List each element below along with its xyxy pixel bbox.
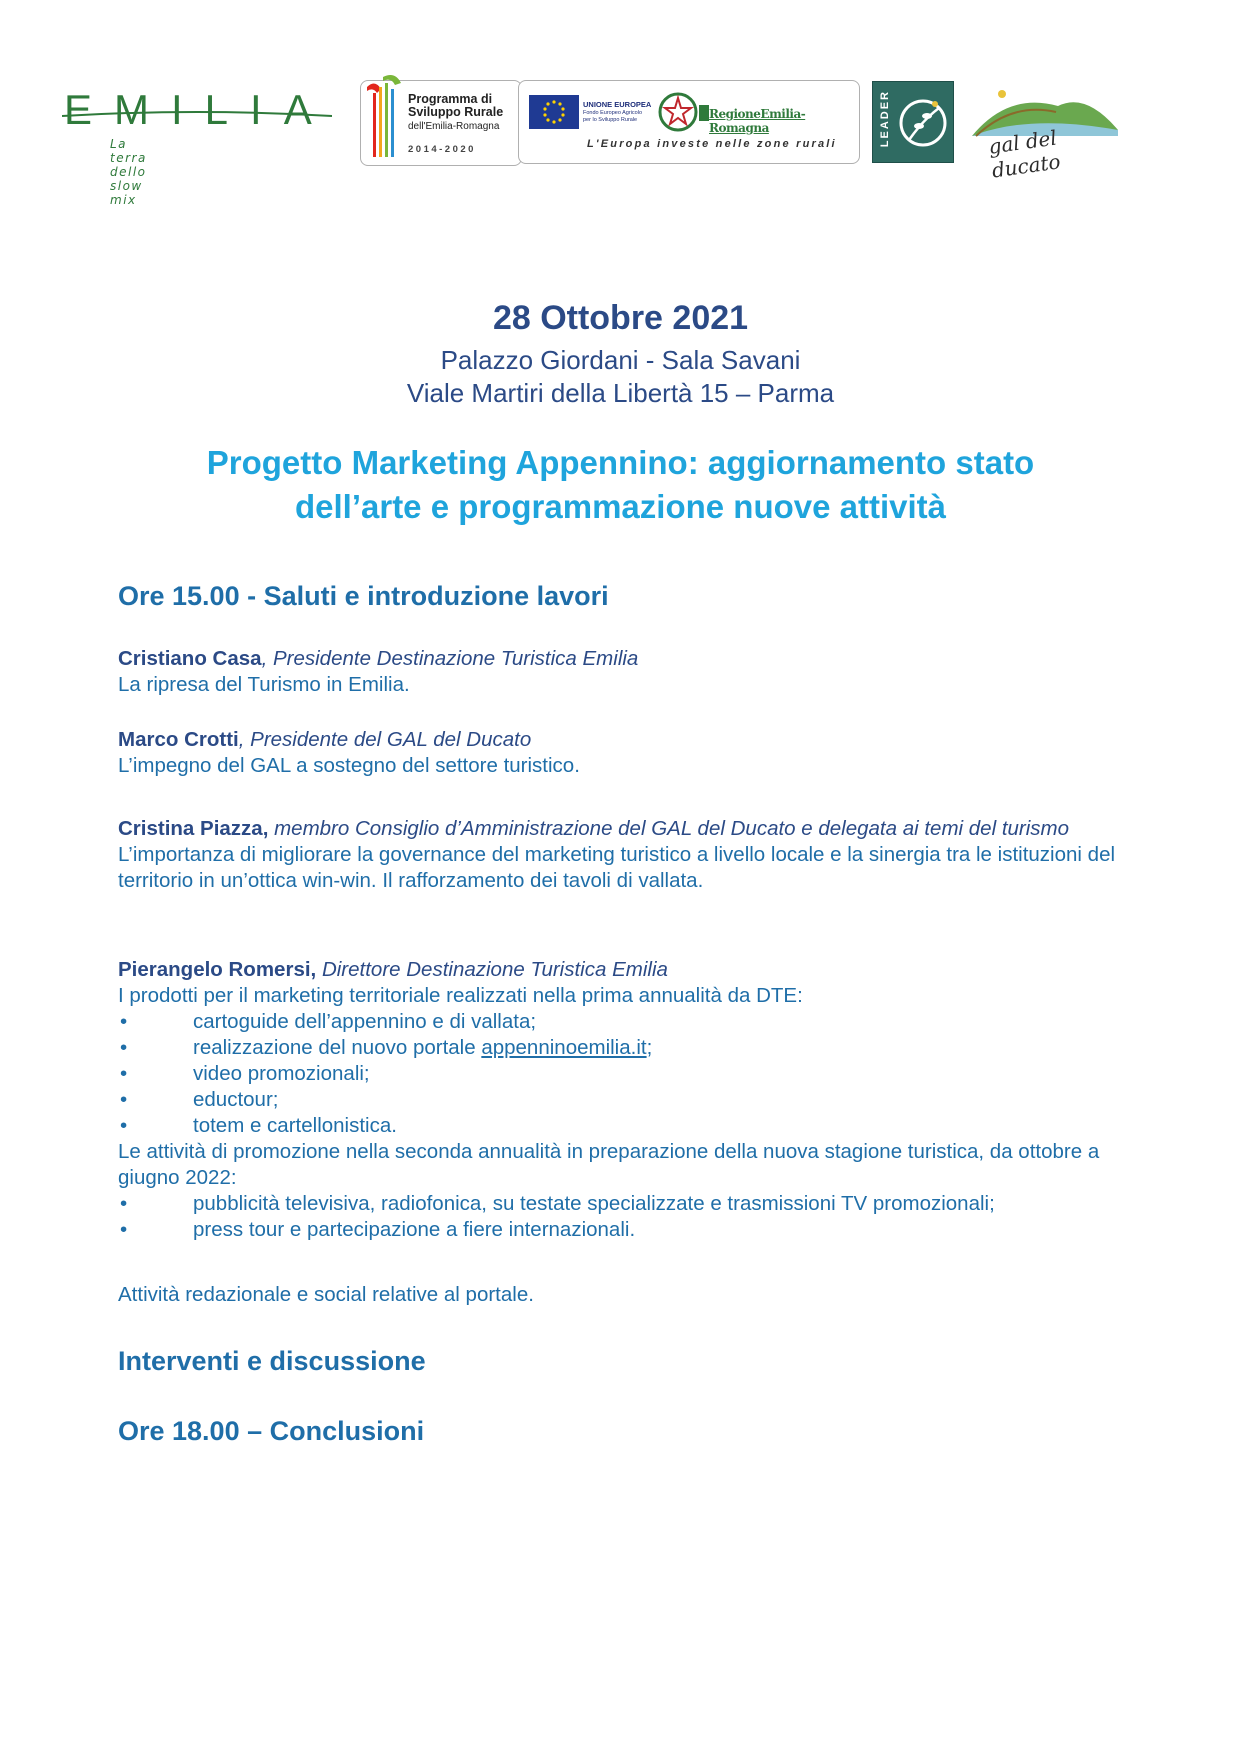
list-item xyxy=(118,1009,1128,1035)
list-item xyxy=(118,1217,1128,1243)
psr-title-line1: Programma di xyxy=(408,92,493,106)
psr-logo-subtitle: dell'Emilia-Romagna xyxy=(408,121,500,132)
emilia-logo-swoosh xyxy=(62,106,332,124)
speaker-block xyxy=(118,957,1128,1243)
event-venue: Palazzo Giordani - Sala Savani xyxy=(440,345,801,375)
italian-republic-emblem-icon xyxy=(657,91,699,133)
event-title-line2: dell’arte e programmazione nuove attività xyxy=(294,488,946,525)
products-list xyxy=(118,1009,1128,1139)
eu-label: UNIONE EUROPEA xyxy=(583,100,652,109)
logo-header xyxy=(0,0,1241,207)
speaker-topic: L’importanza di migliorare la governance del marketing turistico a livello locale e la sinergia tra le istituzioni del territorio in un’ottica win-win. Il rafforzamento dei tavoli di vallata. xyxy=(118,843,1116,892)
event-date: 28 Ottobre 2021 xyxy=(492,299,749,337)
eu-motto: L'Europa investe nelle zone rurali xyxy=(587,138,837,150)
list-item-text: totem e cartellonistica. xyxy=(193,1114,397,1137)
list-item xyxy=(118,1087,1128,1113)
list-item-text: pubblicità televisiva, radiofonica, su testate specializzate e trasmissioni TV promozionali; xyxy=(193,1192,995,1215)
list-item xyxy=(118,1061,1128,1087)
list-item-text: cartoguide dell’appennino e di vallata; xyxy=(193,1010,537,1033)
list-item-text: press tour e partecipazione a fiere internazionali. xyxy=(193,1218,636,1241)
list-item xyxy=(118,1035,1128,1061)
speaker-name: Marco Crotti xyxy=(118,728,239,751)
speaker-block xyxy=(118,816,1128,894)
psr-title-line2: Sviluppo Rurale xyxy=(408,105,504,119)
closing-note: Attività redazionale e social relative al portale. xyxy=(118,1283,534,1306)
speaker-name: Cristiano Casa xyxy=(118,647,262,670)
list-item-suffix: ; xyxy=(646,1036,653,1059)
bullet: • xyxy=(120,1062,128,1085)
promo-list xyxy=(118,1191,1128,1243)
bullet: • xyxy=(120,1088,128,1111)
speaker-role: membro Consiglio d’Amministrazione del GAL del Ducato e delegata ai temi del turismo xyxy=(274,817,1070,840)
speaker-separator: , xyxy=(238,728,251,751)
region-flag-icon xyxy=(699,105,709,121)
speaker-block xyxy=(118,646,1128,698)
discussion-heading: Interventi e discussione xyxy=(118,1346,426,1376)
portal-link[interactable]: appenninoemilia.it xyxy=(481,1036,647,1059)
speaker-role: Presidente del GAL del Ducato xyxy=(250,728,532,751)
gal-logo-text: gal del ducato xyxy=(986,125,1062,183)
bullet: • xyxy=(120,1036,128,1059)
region-logo-text: RegioneEmilia-Romagna xyxy=(709,107,806,135)
psr-logo-mark xyxy=(361,73,405,163)
event-title-line1: Progetto Marketing Appennino: aggiornamento stato xyxy=(206,444,1035,481)
list-item-text: eductour; xyxy=(193,1088,279,1111)
bullet: • xyxy=(120,1192,128,1215)
speaker-name: Pierangelo Romersi, xyxy=(118,958,317,981)
speaker-topic: L’impegno del GAL a sostegno del settore turistico. xyxy=(118,754,580,777)
leader-logo xyxy=(872,81,954,163)
bullet: • xyxy=(120,1218,128,1241)
speaker-topic: I prodotti per il marketing territoriale realizzati nella prima annualità da DTE: xyxy=(118,984,803,1007)
speaker-role: Direttore Destinazione Turistica Emilia xyxy=(321,958,668,981)
speaker-block xyxy=(118,727,1128,779)
emilia-logo-word: EMILIA xyxy=(64,86,334,133)
psr-logo xyxy=(360,80,522,166)
psr-logo-years: 2014-2020 xyxy=(408,144,476,155)
speaker-role: Presidente Destinazione Turistica Emilia xyxy=(272,647,639,670)
psr-logo-title xyxy=(408,93,503,119)
list-item xyxy=(118,1113,1128,1139)
list-item-text: video promozionali; xyxy=(193,1062,370,1085)
promo-intro: Le attività di promozione nella seconda annualità in preparazione della nuova stagione turistica, da ottobre a giugno 2022: xyxy=(118,1140,1100,1189)
eu-fund-label: Fondo Europeo Agricolo per lo Sviluppo Rurale xyxy=(583,110,643,123)
bullet: • xyxy=(120,1114,128,1137)
emilia-logo-tagline: La terra dello slow mix xyxy=(110,137,147,207)
eu-logos xyxy=(518,80,860,164)
list-item-text: realizzazione del nuovo portale xyxy=(193,1036,482,1059)
conclusion-heading: Ore 18.00 – Conclusioni xyxy=(118,1416,425,1446)
leader-leaf-icon xyxy=(897,90,949,156)
leader-logo-text: LEADER xyxy=(879,90,891,148)
opening-heading: Ore 15.00 - Saluti e introduzione lavori xyxy=(118,581,609,611)
speaker-topic: La ripresa del Turismo in Emilia. xyxy=(118,673,410,696)
bullet: • xyxy=(120,1010,128,1033)
speaker-separator: , xyxy=(261,647,273,670)
event-address: Viale Martiri della Libertà 15 – Parma xyxy=(406,378,835,408)
speaker-name: Cristina Piazza, xyxy=(118,817,269,840)
list-item xyxy=(118,1191,1128,1217)
eu-flag-icon xyxy=(529,95,579,129)
